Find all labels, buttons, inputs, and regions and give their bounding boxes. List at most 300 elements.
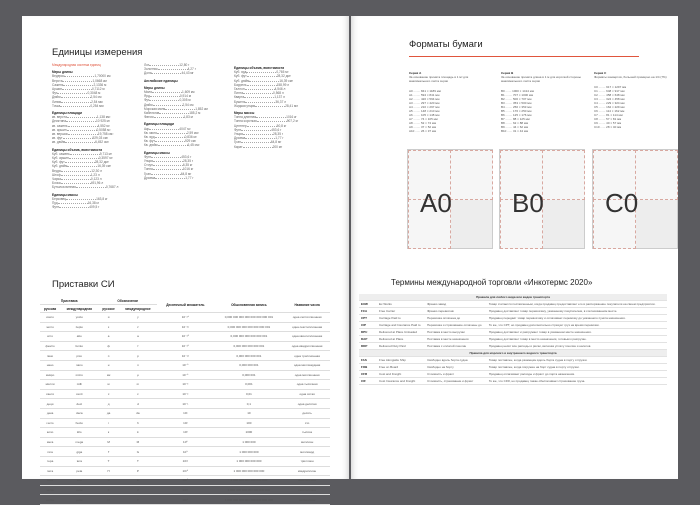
unit-value: 409,5 г <box>89 205 100 210</box>
units-group-heading: Меры длины <box>52 70 73 75</box>
unit-value: 453,6 г <box>181 154 192 159</box>
si-cell: квадриллион <box>284 466 330 476</box>
si-cell: 0,000 000 001 <box>214 360 285 370</box>
si-cell: И <box>98 495 118 505</box>
unit-name: Чарка <box>52 177 61 182</box>
unit-leader <box>70 154 100 155</box>
incoterm-code: CFR <box>359 371 377 378</box>
unit-leader <box>60 106 90 107</box>
incoterm-code: DAP <box>359 336 377 343</box>
unit-value: 1,137 л <box>274 95 285 100</box>
title-rule <box>409 56 639 57</box>
unit-name: Фатом <box>144 115 154 120</box>
unit-name: Гран <box>234 140 241 145</box>
unit-value: 28,35 г <box>182 159 194 164</box>
unit-name: Фунт <box>234 127 242 132</box>
unit-value: 0,7112 м <box>92 87 105 92</box>
unit-leader <box>76 187 106 188</box>
si-cell: T <box>119 456 157 466</box>
si-row <box>40 351 330 361</box>
unit-name: Тонна <box>144 167 153 172</box>
paper-series-column <box>594 71 674 129</box>
format-size-row: B1 ........ 707 × 1000 мм <box>501 93 534 97</box>
unit-name: кв. вершок <box>52 132 68 137</box>
si-cell: f <box>119 341 157 351</box>
unit-leader <box>152 92 182 93</box>
unit-value: 1016 кг <box>286 115 297 120</box>
unit-value: 2,54 см <box>182 102 194 107</box>
si-cell: 10⁻¹ <box>157 399 213 409</box>
units-group-heading: Меры массы <box>234 111 255 116</box>
incoterm-description: Продавец передаёт товар перевозчику и оплачивает перевозку до указанного пункта назначения. <box>487 315 667 322</box>
unit-name: Унция <box>144 159 153 164</box>
si-cell: секстиллион <box>284 485 330 495</box>
unit-row <box>144 143 216 147</box>
unit-name: Драхма <box>234 136 246 141</box>
unit-value: 2,1336 м <box>93 82 107 87</box>
format-size-row: C4 ........ 229 × 324 мм <box>594 101 625 105</box>
incoterm-english: Cost Insurance and Freight <box>377 378 425 385</box>
unit-name: Жидкая унция <box>234 103 256 108</box>
unit-leader <box>149 65 179 66</box>
si-cell: сто <box>284 418 330 428</box>
si-cell: Y <box>119 495 157 505</box>
si-row <box>40 370 330 380</box>
si-cell: тысяча <box>284 428 330 438</box>
unit-name: кв. дюйм <box>52 140 66 145</box>
unit-name: Миля <box>144 90 153 95</box>
series-name: Серия B <box>501 71 514 75</box>
book-spread <box>22 16 678 502</box>
format-size-row: A1 ........ 594 × 841 мм <box>409 93 440 97</box>
unit-leader <box>151 174 181 175</box>
si-title: Приставки СИ <box>52 279 115 290</box>
format-size-row: A8 ........ 52 × 74 мм <box>409 121 437 125</box>
unit-leader <box>245 89 275 90</box>
incoterm-english: Delivered at Place Unloaded <box>377 329 425 336</box>
unit-value: 907,2 кг <box>286 119 299 124</box>
unit-name: Точка <box>52 103 61 108</box>
format-size-row: B5 ........ 176 × 250 мм <box>501 109 532 113</box>
unit-leader <box>158 145 188 146</box>
si-cell: a <box>119 332 157 342</box>
series-name: Серия C <box>594 71 607 75</box>
si-cell: milli <box>60 380 98 390</box>
unit-name: Золотник <box>144 67 158 72</box>
si-cell: деци <box>40 399 60 409</box>
unit-value: 200 мг <box>272 144 283 149</box>
si-cell: giga <box>60 447 98 457</box>
si-cell: d <box>119 399 157 409</box>
si-cell: да <box>98 408 118 418</box>
paper-series-column <box>409 71 489 133</box>
unit-value: 0,3597 м³ <box>98 156 113 161</box>
unit-leader <box>61 183 91 184</box>
format-size-row: A7 ........ 74 × 105 мм <box>409 117 438 121</box>
unit-leader <box>61 179 91 180</box>
unit-leader <box>61 171 91 172</box>
paper-formats-title: Форматы бумаги <box>409 39 483 50</box>
si-cell: 1 000 000 000 000 <box>214 456 285 466</box>
unit-name: Пинта <box>234 91 244 96</box>
unit-name: Ярд <box>144 94 150 99</box>
unit-leader <box>62 89 92 90</box>
unit-value: 453,6 г <box>271 127 282 132</box>
si-cell: 10⁻¹⁸ <box>157 332 213 342</box>
si-cell: триллион <box>284 456 330 466</box>
unit-leader <box>64 76 94 77</box>
format-size-row: A9 ........ 37 × 52 мм <box>409 125 437 129</box>
format-size-row: B10 ...... 31 × 44 мм <box>501 129 529 133</box>
si-row <box>40 332 330 342</box>
format-size-row: A6 ........ 105 × 148 мм <box>409 113 440 117</box>
si-cell: 10⁻⁶ <box>157 370 213 380</box>
si-cell: hecto <box>60 418 98 428</box>
incoterm-english: Free on Board <box>377 364 425 371</box>
unit-name: Гран <box>144 171 151 176</box>
unit-leader <box>67 166 97 167</box>
unit-leader <box>69 158 99 159</box>
si-cell: 0,000 000 000 000 000 001 <box>214 332 285 342</box>
incoterm-russian: Перевозка и страхование оплачены до <box>425 322 487 329</box>
incoterm-english: Free Carrier <box>377 308 425 315</box>
si-cell: экса <box>40 476 60 486</box>
unit-value: 0,765 м³ <box>276 70 289 75</box>
si-cell: зетта <box>40 485 60 495</box>
si-cell: 1 000 000 000 000 000 <box>214 466 285 476</box>
si-subheader-cell: русская <box>40 305 60 313</box>
si-cell: G <box>119 447 157 457</box>
unit-name: Фунт <box>52 205 60 210</box>
unit-name: Ведерко <box>52 74 65 79</box>
si-cell: Z <box>119 485 157 495</box>
incoterm-code: DDP <box>359 343 377 350</box>
unit-leader <box>63 85 93 86</box>
unit-leader <box>65 162 95 163</box>
si-cell: г <box>98 418 118 428</box>
si-cell: мк <box>98 370 118 380</box>
si-cell: десять <box>284 408 330 418</box>
format-diagram <box>499 149 585 249</box>
si-row <box>40 380 330 390</box>
paper-series-column <box>501 71 581 133</box>
unit-leader <box>246 72 276 73</box>
unit-value: 28,41 мл <box>285 103 299 108</box>
unit-value: 4047 м² <box>179 126 191 131</box>
unit-value: 2,59 км² <box>186 130 199 135</box>
si-subheader-cell: международная <box>60 305 98 313</box>
unit-leader <box>159 113 189 114</box>
unit-value: 158,99 л <box>276 82 290 87</box>
unit-row <box>234 104 314 108</box>
unit-leader <box>149 100 179 101</box>
unit-name: Драхма <box>144 175 156 180</box>
si-cell: зепто <box>40 322 60 332</box>
unit-row <box>52 205 124 209</box>
unit-leader <box>245 102 275 103</box>
incoterm-english: Carriage and Insurance Paid to <box>377 322 425 329</box>
unit-name: Тонна длинная <box>234 115 257 120</box>
si-cell: femto <box>60 341 98 351</box>
unit-row <box>144 71 216 75</box>
unit-leader <box>65 142 95 143</box>
incoterm-code: FOB <box>359 364 377 371</box>
si-cell: 10² <box>157 418 213 428</box>
unit-leader <box>243 93 273 94</box>
unit-value: 1016 кг <box>182 167 194 172</box>
unit-name: Доля <box>144 71 152 76</box>
units-column-3 <box>234 63 314 149</box>
si-row <box>40 313 330 323</box>
unit-leader <box>153 161 183 162</box>
si-cell: М <box>98 437 118 447</box>
format-size-row: B9 ........ 44 × 62 мм <box>501 125 529 129</box>
format-size-row: C8 ........ 57 × 81 мм <box>594 117 622 121</box>
unit-name: Аршин <box>52 87 62 92</box>
si-row <box>40 476 330 486</box>
unit-name: Берковец <box>52 196 67 201</box>
si-cell: 10⁻¹² <box>157 351 213 361</box>
unit-name: Кварта <box>234 95 245 100</box>
si-row <box>40 437 330 447</box>
si-cell: с <box>98 389 118 399</box>
incoterm-english: Free Alongside Ship <box>377 357 425 364</box>
unit-name: Кабельтов <box>144 111 160 116</box>
unit-leader <box>249 81 279 82</box>
format-size-row: C2 ........ 458 × 648 мм <box>594 93 625 97</box>
unit-name: Кв. миля <box>144 130 157 135</box>
unit-value: 1,138 км² <box>96 115 111 120</box>
unit-value: 16,39 см³ <box>97 164 112 169</box>
si-cell: мега <box>40 437 60 447</box>
si-cell: 0,01 <box>214 389 285 399</box>
format-size-row: B8 ........ 62 × 88 мм <box>501 121 529 125</box>
si-cell: 10¹⁵ <box>157 466 213 476</box>
unit-leader <box>57 93 87 94</box>
unit-leader <box>245 138 275 139</box>
incoterm-description: То же, что CPT, но продавец дополнительно страхует груз на время перевозки. <box>487 322 667 329</box>
si-cell: м <box>98 380 118 390</box>
incoterm-russian: Свободно на борту <box>425 364 487 371</box>
incoterms-table <box>359 294 667 385</box>
unit-name: Центнер <box>234 123 247 128</box>
unit-value: 1,77 г <box>275 136 284 141</box>
si-cell: pico <box>60 351 98 361</box>
si-row <box>40 418 330 428</box>
si-cell: 100 <box>214 418 285 428</box>
unit-value: 9,713 м³ <box>99 151 112 156</box>
unit-leader <box>257 121 287 122</box>
si-cell: micro <box>60 370 98 380</box>
unit-leader <box>241 130 271 131</box>
si-cell: 1000 <box>214 428 285 438</box>
si-row <box>40 428 330 438</box>
si-cell: одна квинтиллионная <box>284 332 330 342</box>
si-header-cell: Обозначение <box>98 297 157 305</box>
unit-leader <box>165 109 195 110</box>
si-row <box>40 466 330 476</box>
unit-row <box>52 140 124 144</box>
units-subtitle: Международная система единиц <box>52 63 101 67</box>
unit-name: Куб. аршин <box>52 156 69 161</box>
unit-value: 0,914 м <box>179 94 191 99</box>
si-cell: одна десятая <box>284 399 330 409</box>
incoterm-description: То же, что CFR, но продавец также обеспечивает страхование груза. <box>487 378 667 385</box>
series-description: Форматы конвертов, большей примерно на 1/4 (7%) <box>594 75 667 79</box>
unit-name: Кв. ярд <box>144 135 155 140</box>
format-size-row: C3 ........ 324 × 458 мм <box>594 97 625 101</box>
si-cell: гекто <box>40 418 60 428</box>
si-cell: peta <box>60 466 98 476</box>
unit-value: 64,8 мг <box>180 171 192 176</box>
unit-row <box>52 104 124 108</box>
incoterm-code: EXW <box>359 301 377 308</box>
unit-leader <box>149 129 179 130</box>
incoterms-row <box>359 364 667 371</box>
si-cell: centi <box>60 389 98 399</box>
si-cell: mega <box>60 437 98 447</box>
si-cell: а <box>98 332 118 342</box>
unit-value: 6,35 кг <box>182 163 193 168</box>
si-cell: дека <box>40 408 60 418</box>
incoterm-english: Carriage Paid to <box>377 315 425 322</box>
units-group-heading: Единицы объема, вместимости <box>52 147 103 152</box>
incoterm-russian: Поставка в место выгрузки <box>425 329 487 336</box>
incoterm-english: Delivered Duty Paid <box>377 343 425 350</box>
incoterm-code: DPU <box>359 329 377 336</box>
unit-leader <box>243 147 273 148</box>
unit-value: 4,552 м² <box>97 123 110 128</box>
unit-leader <box>66 121 96 122</box>
unit-name: Тонна короткая <box>234 119 257 124</box>
incoterms-row <box>359 336 667 343</box>
incoterm-english: Cost and Freight <box>377 371 425 378</box>
unit-value: 1,83 м <box>183 115 193 120</box>
unit-leader <box>62 81 92 82</box>
si-cell: m <box>119 380 157 390</box>
si-cell: da <box>119 408 157 418</box>
incoterm-russian: Франко завод <box>425 301 487 308</box>
format-size-row: C7 ........ 81 × 114 мм <box>594 113 623 117</box>
unit-value: 19,758 см² <box>97 132 114 137</box>
unit-value: 6,45 см² <box>187 143 200 148</box>
si-cell: 10¹² <box>157 456 213 466</box>
si-cell: одна триллионная <box>284 351 330 361</box>
si-cell: нано <box>40 360 60 370</box>
si-cell: фемто <box>40 341 60 351</box>
si-cell: 10²⁴ <box>157 495 213 505</box>
si-cell: 0,000 000 000 001 <box>214 351 285 361</box>
unit-leader <box>61 175 91 176</box>
si-row <box>40 456 330 466</box>
unit-value: 1,852 км <box>195 106 208 111</box>
si-cell: nano <box>60 360 98 370</box>
unit-value: 4,27 г <box>187 67 196 72</box>
unit-leader <box>155 141 185 142</box>
unit-leader <box>247 126 277 127</box>
si-cell: миллиард <box>284 447 330 457</box>
incoterm-code: FCA <box>359 308 377 315</box>
unit-name: Бочка <box>52 181 61 186</box>
si-cell: p <box>119 351 157 361</box>
unit-name: Бутылка винная <box>52 185 76 190</box>
unit-value: 0,3048 м <box>87 91 101 96</box>
si-cell: квинтиллион <box>284 476 330 486</box>
unit-name: Галлон <box>234 87 245 92</box>
unit-value: 1,23 л <box>90 172 100 177</box>
unit-name: Линия <box>52 99 62 104</box>
si-cell: z <box>119 322 157 332</box>
si-cell: ф <box>98 341 118 351</box>
format-size-row: C5 ........ 162 × 229 мм <box>594 105 625 109</box>
si-cell: Г <box>98 447 118 457</box>
unit-leader <box>255 106 285 107</box>
unit-leader <box>66 199 96 200</box>
incoterm-description: Товар поставлен, когда погружен на борт судна в порту отгрузки. <box>487 364 667 371</box>
format-size-row: A2 ........ 420 × 594 мм <box>409 97 440 101</box>
unit-name: кв. фут <box>52 136 63 141</box>
si-cell: Т <box>98 456 118 466</box>
unit-leader <box>244 97 274 98</box>
si-row <box>40 360 330 370</box>
left-page <box>22 16 349 502</box>
unit-name: Фут <box>52 91 58 96</box>
unit-leader <box>153 165 183 166</box>
si-row <box>40 322 330 332</box>
unit-value: 28,32 дм³ <box>276 74 291 79</box>
incoterm-russian: Свободно вдоль борта судна <box>425 357 487 364</box>
incoterms-row <box>359 308 667 315</box>
si-header-cell: Название числа <box>284 297 330 313</box>
si-cell: гига <box>40 447 60 457</box>
incoterms-row <box>359 343 667 350</box>
si-subheader-cell: международное <box>119 305 157 313</box>
unit-leader <box>61 102 91 103</box>
series-description: За основание принята длина в 1 м для короткой стороны максимального листа серии <box>501 75 581 83</box>
si-header-row <box>40 297 330 305</box>
si-cell: zepto <box>60 322 98 332</box>
unit-name: Морская миля <box>144 106 166 111</box>
si-cell: атто <box>40 332 60 342</box>
unit-name: Дюйм <box>144 102 153 107</box>
unit-name: Куб. дюйм <box>234 78 250 83</box>
si-cell: к <box>98 428 118 438</box>
unit-leader <box>155 178 185 179</box>
si-cell: 10⁻²⁴ <box>157 313 213 323</box>
incoterm-description: Продавец доставляет товар перевозчику, указанному покупателем, в согласованном месте. <box>487 308 667 315</box>
incoterms-group-cell: Правила для любого вида или видов транспорта <box>359 294 667 301</box>
incoterm-russian: Поставка с оплатой пошлин <box>425 343 487 350</box>
unit-value: 1,77 г <box>185 175 194 180</box>
unit-name: Лот <box>144 63 150 67</box>
si-cell: Э <box>98 476 118 486</box>
unit-name: Десятина <box>52 119 67 124</box>
unit-leader <box>256 117 286 118</box>
si-cell: P <box>119 466 157 476</box>
format-size-row: C10 ...... 28 × 40 мм <box>594 125 622 129</box>
format-subdivision <box>542 150 585 200</box>
si-cell: 10²¹ <box>157 485 213 495</box>
si-cell: микро <box>40 370 60 380</box>
format-size-row: C0 ........ 917 × 1297 мм <box>594 85 627 89</box>
si-cell: одна тысячная <box>284 380 330 390</box>
unit-value: 1,0668 км <box>92 78 107 83</box>
si-header-cell: Обыкновенная запись <box>214 297 285 313</box>
si-cell: септиллион <box>284 495 330 505</box>
incoterm-code: CPT <box>359 315 377 322</box>
unit-value: 28,32 дм³ <box>94 160 109 165</box>
series-name: Серия А <box>409 71 422 75</box>
